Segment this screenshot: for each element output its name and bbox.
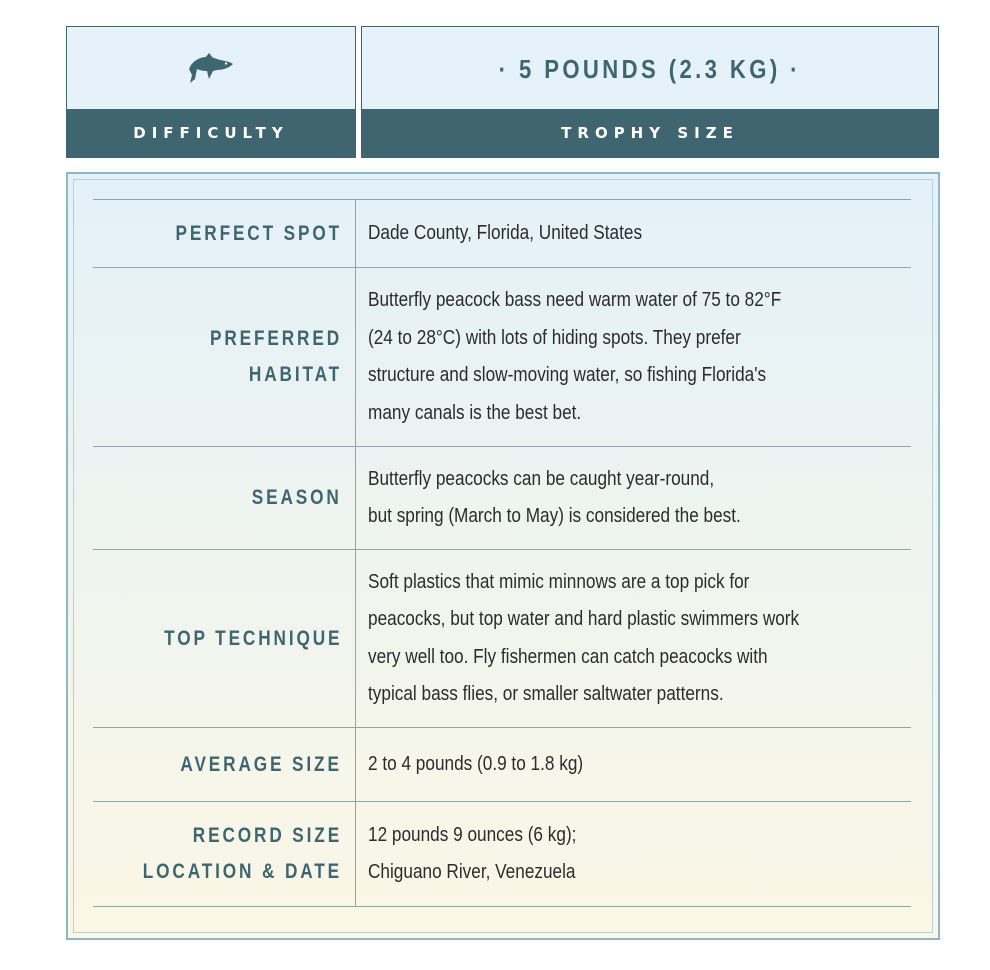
row-value: Soft plastics that mimic minnows are a top pick for peacocks, but top water and hard plastic swimmers work very well too. Fly fishermen can catch peacocks with typical bass flies, or smaller saltwater patterns. <box>368 570 800 705</box>
table-row <box>93 802 911 907</box>
row-label: RECORD SIZE LOCATION & DATE <box>93 802 356 906</box>
table-row <box>93 200 911 268</box>
difficulty-rating <box>67 27 355 111</box>
row-value: 2 to 4 pounds (0.9 to 1.8 kg) <box>368 752 584 775</box>
row-value: Dade County, Florida, United States <box>368 221 643 244</box>
row-value: Butterfly peacock bass need warm water of 75 to 82°F (24 to 28°C) with lots of hiding spots. They prefer structure and slow-moving water, so fishing Florida's many canals is the best bet. <box>368 289 782 424</box>
row-label: TOP TECHNIQUE <box>93 550 356 727</box>
fish-icon <box>187 49 235 89</box>
info-table <box>93 199 911 907</box>
table-row <box>93 268 911 447</box>
row-value: 12 pounds 9 ounces (6 kg); Chiguano River, Venezuela <box>368 823 577 883</box>
row-label: PREFERRED HABITAT <box>93 268 356 446</box>
difficulty-box <box>66 26 356 158</box>
trophy-size-value: · 5 POUNDS (2.3 KG) · <box>498 53 802 84</box>
row-label: PERFECT SPOT <box>93 200 356 267</box>
table-row <box>93 550 911 728</box>
difficulty-label: DIFFICULTY <box>67 109 355 157</box>
table-row <box>93 447 911 550</box>
info-panel <box>66 172 940 940</box>
row-label: SEASON <box>93 447 356 549</box>
row-label: AVERAGE SIZE <box>93 728 356 801</box>
trophy-size-label: TROPHY SIZE <box>362 109 938 157</box>
row-value: Butterfly peacocks can be caught year-round, but spring (March to May) is considered the best. <box>368 467 741 527</box>
table-row <box>93 728 911 802</box>
trophy-box <box>361 26 939 158</box>
